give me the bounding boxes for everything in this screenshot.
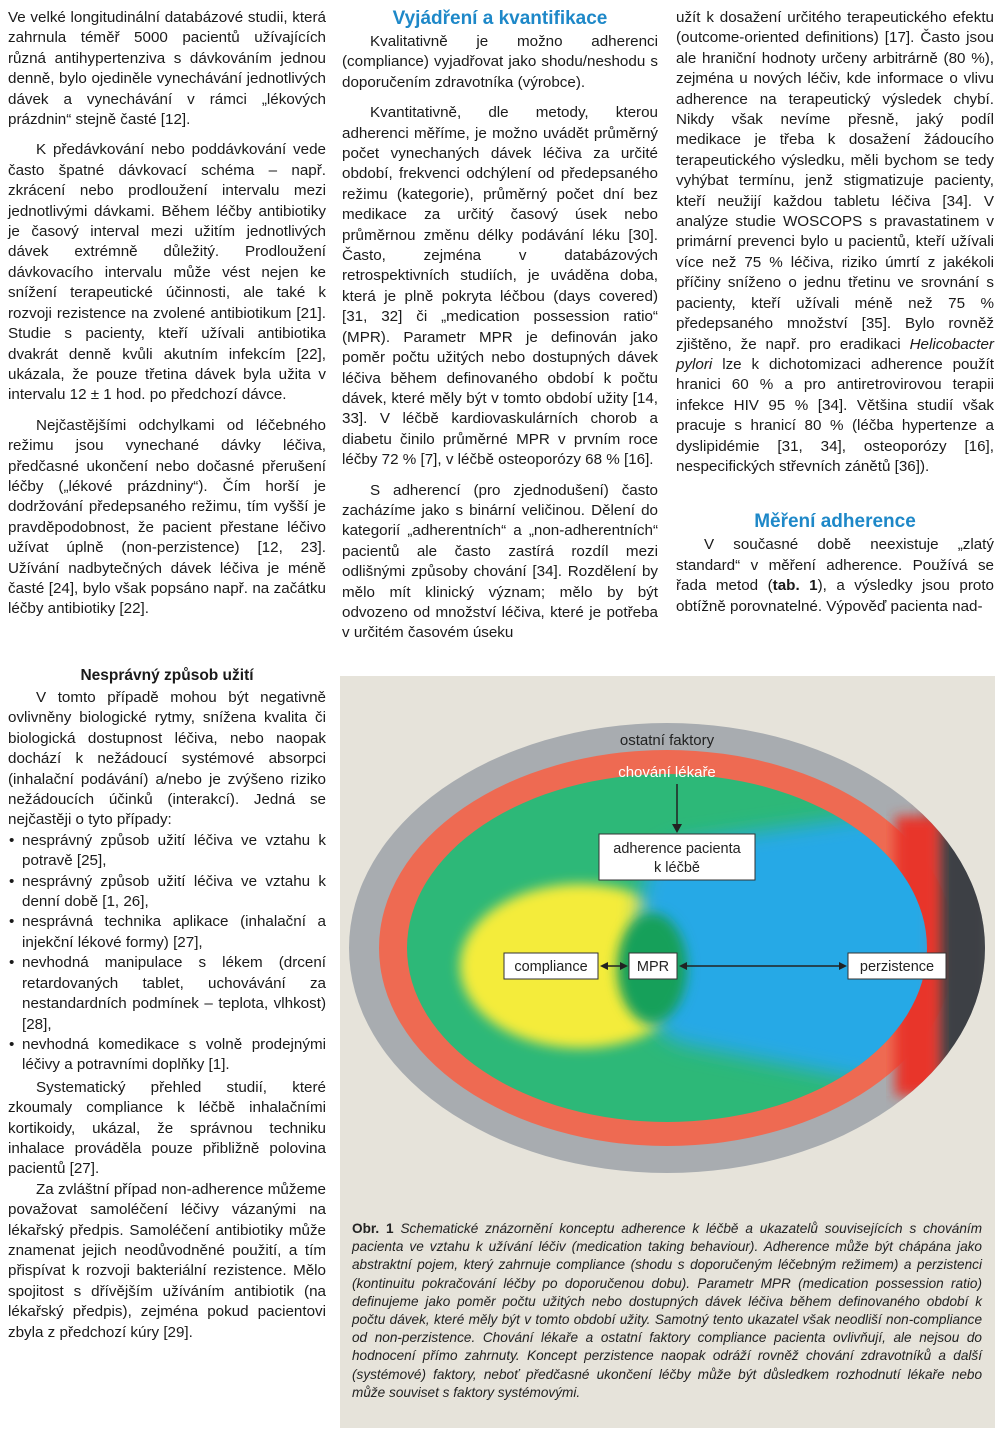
figure-caption	[352, 1220, 982, 1402]
figure-label: Obr. 1	[352, 1221, 394, 1236]
paragraph: V tomto případě mohou být negativně ovlivněny biologické rytmy, snížena kvalita či biologická dostupnost léčiva, nebo naopak dochází k nežádoucí systémové absorpci (inhalační podávání) a/nebo je zvýšeno riziko nežádoucích účinků (interakcí). Jedná se nejčastěji o tyto případy:	[8, 689, 326, 829]
column-3	[676, 8, 994, 627]
list-item: • nesprávný způsob užití léčiva ve vztahu k potravě [25],	[22, 831, 326, 872]
column-1-lower	[8, 666, 326, 1343]
section-heading-quantification: Vyjádření a kvantifikace	[392, 8, 608, 29]
table-reference: tab. 1	[772, 577, 818, 595]
subsection-heading-incorrect-use: Nesprávný způsob užití	[80, 667, 254, 684]
mpr-label: MPR	[636, 959, 670, 975]
paragraph: Nejčastějšími odchylkami od léčebného režimu jsou vynechané dávky léčiva, předčasné ukončení nebo dočasné přerušení léčby („lékové prázdniny“). Čím horší je dodržování předepsaného režimu, tím vyšší je pravděpodobnost, že pacient přestane léčivo užívat úplně (non-perzistence) [12, 23]. Užívání nadbytečných dávek léčiva je méně časté [24], bylo však popsáno např. na začátku léčby antibiotiky [22].	[8, 416, 326, 618]
column-2	[342, 8, 658, 654]
list-item: • nesprávná technika aplikace (inhalační a injekční lékové formy) [27],	[22, 912, 326, 953]
paragraph: S adherencí (pro zjednodušení) často zacházíme jako s binární veličinou. Dělení do kategorií „adherentních“ a „non-adherentních“ pacientů ale často zastírá rozdíl mezi odlišnými způsoby chování [34]. Rozdělení by mělo mít klinický význam; mělo by být odvozeno od množství léčiva, které je potřeba v určitém časovém úseku	[342, 481, 658, 642]
paragraph: Za zvláštní případ non-adherence můžeme považovat samoléčení léčivy vázanými na lékařský předpis. Samoléčení antibiotiky může znamenat jejich neodůvodněné použití, a tím přispívat k rozvoji bakteriální rezistence. Mělo spojitost s dřívějším užíváním antibiotik (na lékařský předpis), zejména pokud pacientovi zbyla z předchozí kúry [29].	[8, 1180, 326, 1341]
outer-factors-label: ostatní faktory	[619, 732, 715, 749]
paragraph: Kvalitativně je možno adherenci (compliance) vyjadřovat jako shodu/neshodu s doporučením zdravotníka (výrobce).	[342, 33, 658, 91]
adherence-label-line2: k léčbě	[654, 860, 700, 876]
italic-term: Helicobacter pylori	[676, 335, 994, 373]
column-1	[8, 8, 326, 630]
paragraph: K předávkování nebo poddávkování vede často špatné dávkovací schéma – např. zkrácení nebo prodloužení intervalu mezi jednotlivými dávkami. Během léčby antibiotiky je časový interval mezi užitím jednotlivých dávek extrémně důležitý. Prodloužení dávkovacího intervalu může vést nejen ke snížení terapeutické účinnosti, ale také k rozvoji rezistence na zvolené antibiotikum [21]. Studie s pacienty, kteří užívali antibiotika dvakrát denně kvůli akutním infekcím [22], ukázala, že pouze třetina dávek byla užita v intervalu 12 ± 1 hod. po předchozí dávce.	[8, 141, 326, 404]
list-item: • nevhodná komedikace s volně prodejnými léčivy a potravními doplňky [1].	[22, 1035, 326, 1076]
paragraph: Ve velké longitudinální databázové studii, která zahrnula téměř 5000 pacientů užívajících různá antihypertenziva s dávkováním jednou denně, bylo ojediněle vynechávání jednotlivých dávek a vynechávání v rámci „lékových prázdnin“ stejně časté [12].	[8, 9, 326, 129]
persistence-label: perzistence	[859, 959, 935, 975]
bullet-list	[8, 831, 326, 1076]
figure-caption-text: Schematické znázornění konceptu adherence k léčbě a ukazatelů souvisejících s chováním pacienta ve vztahu k užívání léčiv (medication taking behaviour). Adherence může být chápána jako abstraktní pojem, který zahrnuje compliance (shodu s doporučeným léčebným režimem) a perzistenci (kontinuitu pokračování léčby po doporučenou dobu). Parametr MPR (medication possession ratio) definujeme jako poměr počtu užitých nebo dostupných dávek léčiva během definovaného období k počtu dávek, které měly být v tomto období užity. Samotný tento ukazatel však neodliší non-compliance od non-perzistence. Chování lékaře a ostatní faktory compliance pacienta ovlivňují, ale nejsou do hodnocení přímo zahrnuty. Koncept perzistence naopak odráží rovněž chování zdravotníků a další (systémové) faktory, neboť předčasné ukončení léčby může být důsledkem rozhodnutí lékaře nebo může souviset s faktory systémovými.	[352, 1221, 983, 1400]
paragraph: Kvantitativně, dle metody, kterou adherenci měříme, je možno uvádět průměrný počet vynechaných dávek léčiva za určité období, frekvenci odchýlení od předepsaného režimu (kategorie), průměrný počet dní bez medikace za určitý časový úsek nebo průměrnou změnu délky podávání léku [30]. Často, zejména v databázových retrospektivních studiích, je uváděna doba, která je plně pokryta léčbou (days covered) [31, 32] či „medication possession ratio“ (MPR). Parametr MPR je definován jako poměr počtu užitých nebo dostupných dávek léčiva během definovaného období k počtu dávek, které měly být v tomto období užity [14, 33]. V léčbě kardiovaskulárních chorob a diabetu činilo průměrné MPR v prvním roce léčby 72 % [7], v léčbě osteoporózy 68 % [16].	[342, 104, 658, 469]
paragraph: Systematický přehled studií, které zkoumaly compliance k léčbě inhalačními kortikoidy, ukázal, že správnou techniku inhalace prováděla pouze přibližně polovina pacientů [27].	[8, 1078, 326, 1178]
list-item: • nesprávný způsob užití léčiva ve vztahu k denní době [1, 26],	[22, 872, 326, 913]
paragraph: V současné době neexistuje „zlatý standard“ v měření adherence. Používá se řada metod (tab. 1), a výsledky jsou proto obtížně porovnatelné. Výpověď pacienta nad-	[676, 536, 994, 615]
paragraph: užít k dosažení určitého terapeutického efektu (outcome-oriented definitions) [17]. Často jsou ale hraniční hodnoty určeny arbitrárně (80 %), zejména u nových léčiv, kde informace o vlivu adherence na terapeutický výsledek chybí. Nikdy však nevíme přesně, jaký podíl medikace je třeba k dosažení žádoucího terapeutického výsledku, měli bychom se tedy vyhýbat termínu, jenž stigmatizuje pacienty, kteří neužijí každou tabletu léčiva [34]. V analýze studie WOSCOPS s pravastatinem v primární prevenci bylo u pacientů, kteří užívali více než 75 % léčiva, riziko úmrtí z jakékoli příčiny sníženo o jednu třetinu ve srovnání s pacienty, kteří užívali méně než 75 % předepsaného množství [35]. Bylo rovněž zjištěno, že např. pro eradikaci Helicobacter pylori lze k dichotomizaci adherence použít hranici 60 % a pro antiretrovirovou terapii infekce HIV 95 % [34]. Většina studií však pracuje s hranicí 80 % (léčba hypertenze a dyslipidémie [31, 34], osteoporózy [16], nespecifických střevních zánětů [36]).	[676, 9, 994, 475]
section-heading-measurement: Měření adherence	[754, 511, 916, 533]
list-item: • nevhodná manipulace s lékem (drcení retardovaných tablet, uchovávání za nestandardních podmínek – teplota, vlhkost) [28],	[22, 953, 326, 1035]
adherence-label-line1: adherence pacienta	[613, 841, 741, 857]
doctor-behaviour-label: chování lékaře	[618, 764, 716, 781]
compliance-label: compliance	[514, 959, 588, 975]
